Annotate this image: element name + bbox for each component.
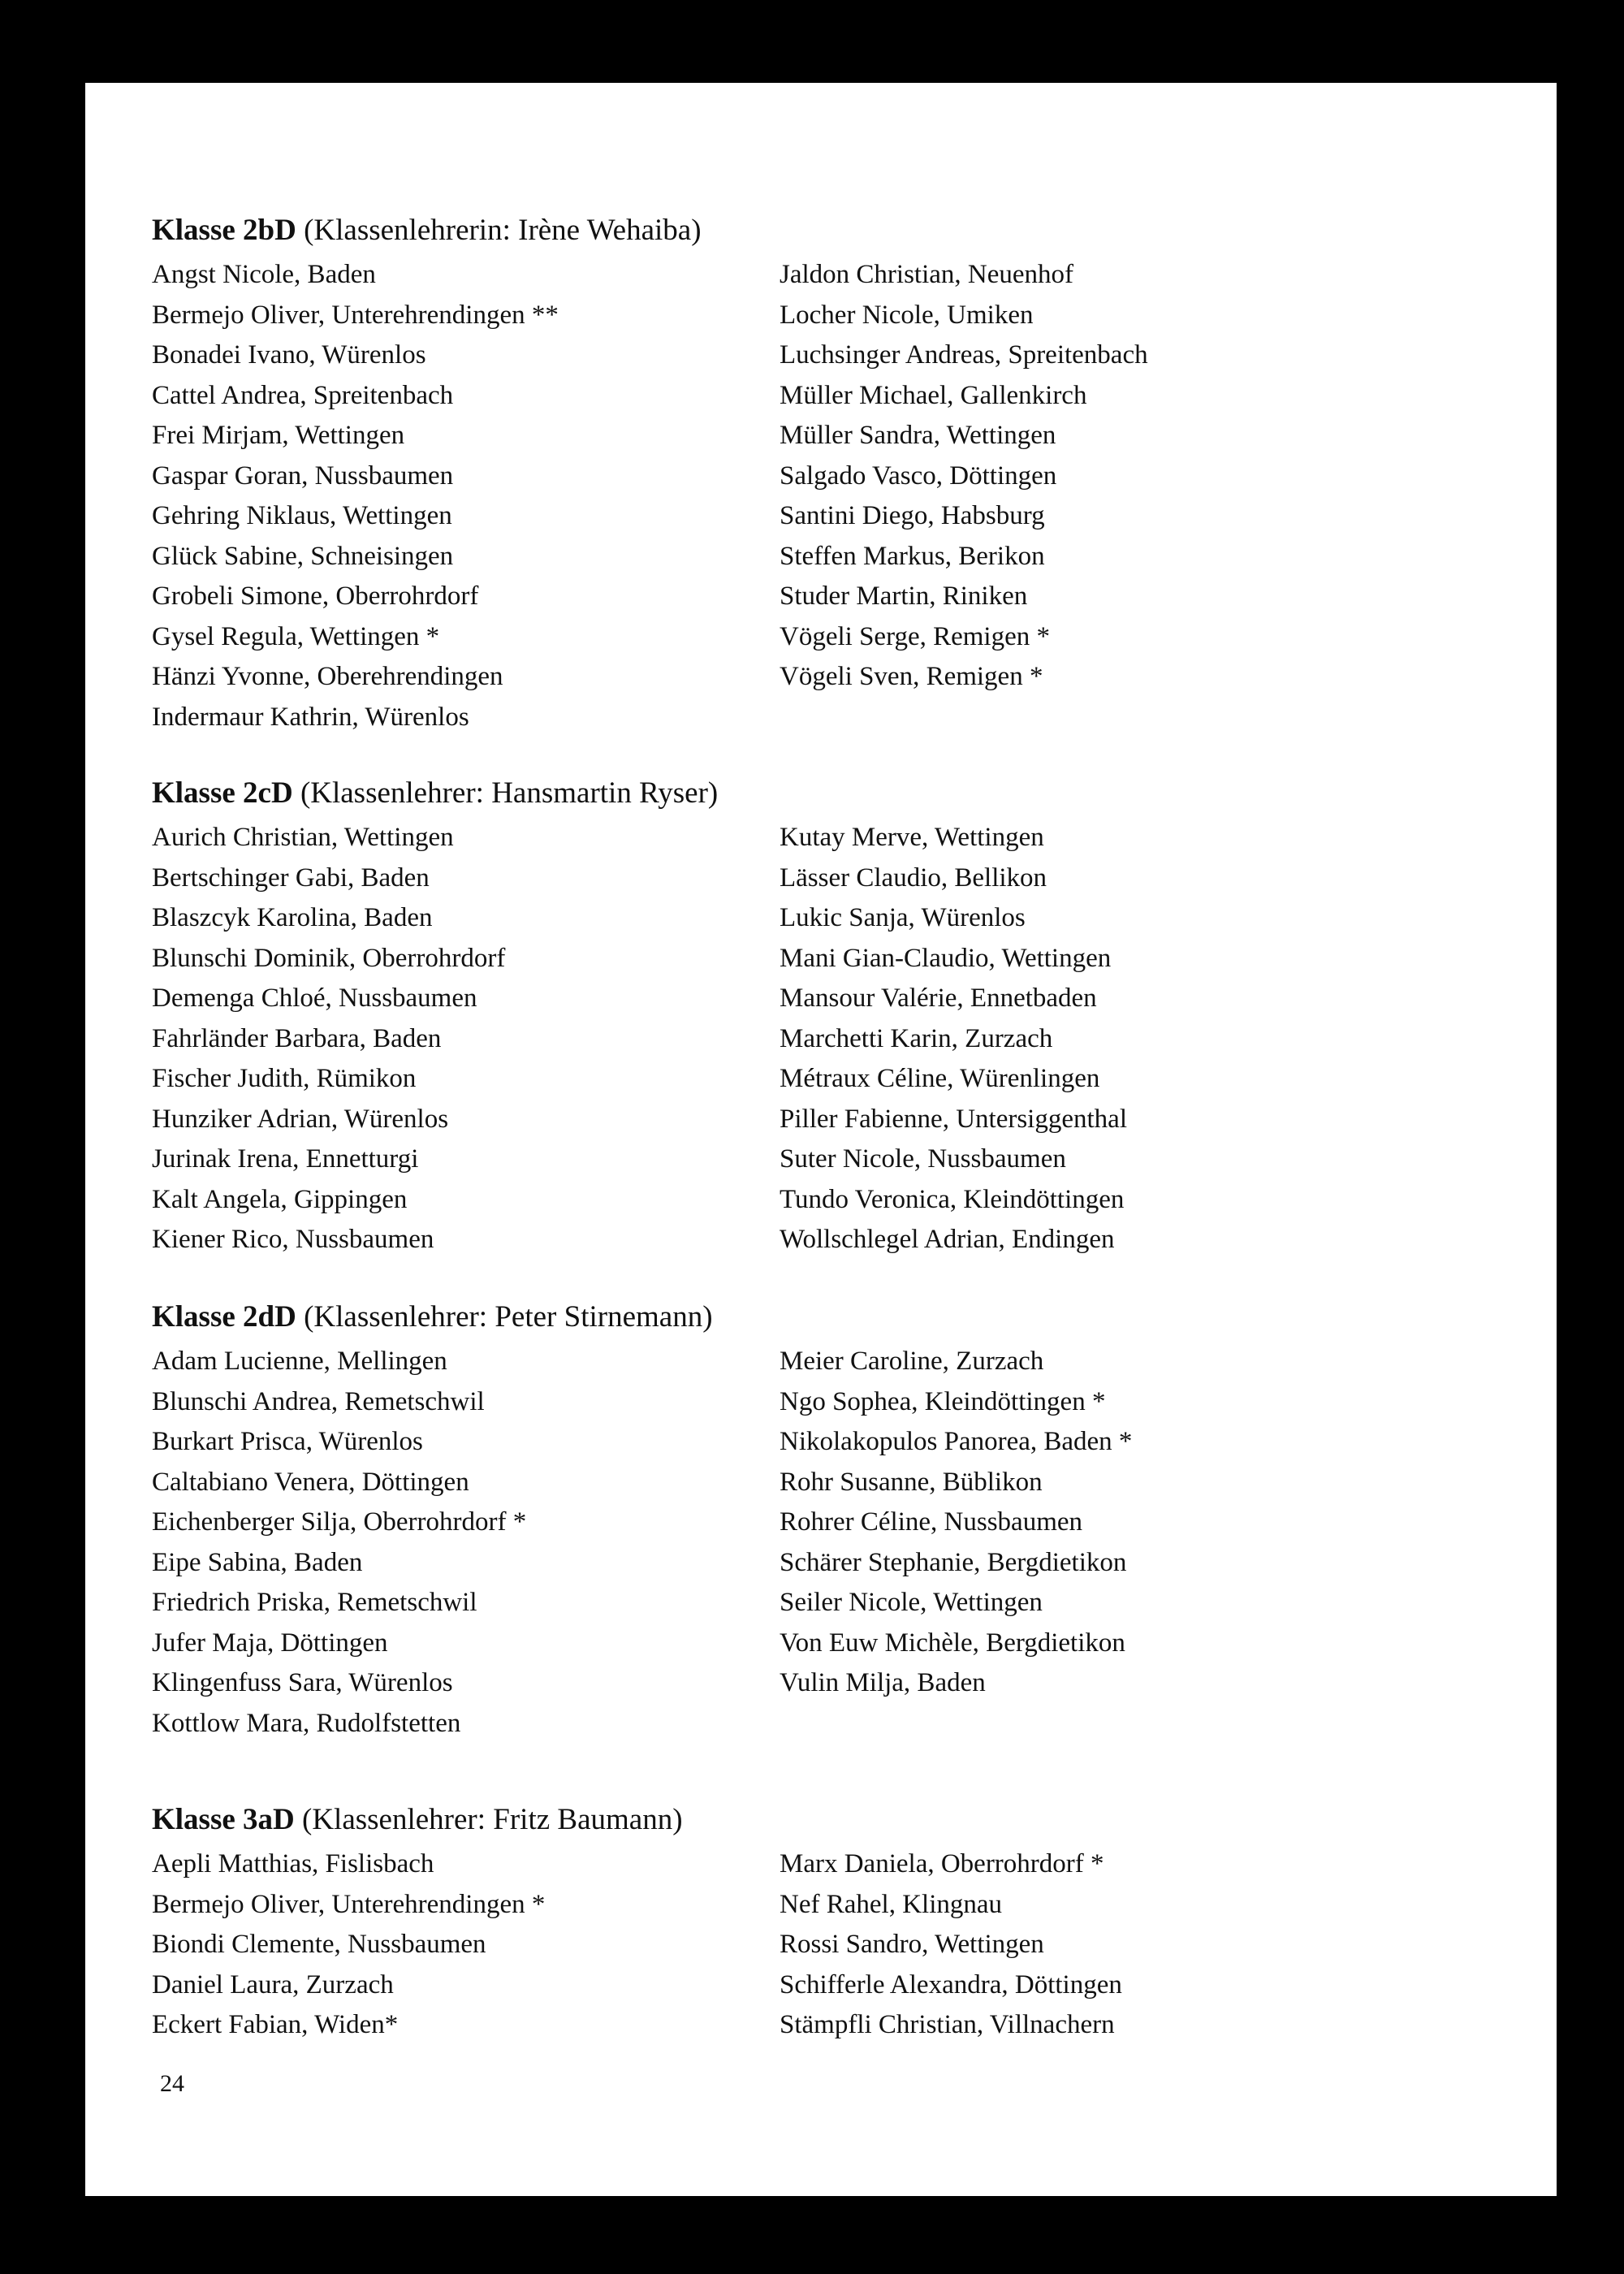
document-page	[85, 83, 1557, 2196]
student-entry: Meier Caroline, Zurzach	[780, 1347, 1044, 1376]
student-entry: Blunschi Dominik, Oberrohrdorf	[152, 943, 506, 973]
class-section	[152, 776, 1370, 1254]
student-entry: Rohr Susanne, Büblikon	[780, 1467, 1043, 1497]
student-entry: Frei Mirjam, Wettingen	[152, 421, 405, 450]
student-entry: Kutay Merve, Wettingen	[780, 823, 1044, 852]
section-heading	[152, 1802, 1370, 1838]
student-column-right	[780, 1342, 1132, 1704]
student-entry: Seiler Nicole, Wettingen	[780, 1588, 1043, 1617]
class-teacher: (Klassenlehrerin: Irène Wehaiba)	[304, 214, 702, 247]
student-entry: Biondi Clemente, Nussbaumen	[152, 1930, 486, 1959]
student-entry: Friedrich Priska, Remetschwil	[152, 1588, 477, 1617]
student-entry: Daniel Laura, Zurzach	[152, 1969, 394, 1999]
student-entry: Mansour Valérie, Ennetbaden	[780, 984, 1097, 1013]
class-section	[152, 1802, 1370, 2039]
student-entry: Bertschinger Gabi, Baden	[152, 862, 430, 893]
class-name: Klasse 2bD	[152, 214, 296, 247]
student-entry: Salgado Vasco, Döttingen	[780, 460, 1057, 491]
student-entry: Aurich Christian, Wettingen	[152, 823, 454, 852]
student-entry: Gaspar Goran, Nussbaumen	[152, 460, 454, 491]
class-teacher: (Klassenlehrer: Fritz Baumann)	[302, 1803, 683, 1836]
student-entry: Lukic Sanja, Würenlos	[780, 903, 1026, 932]
student-entry: Vulin Milja, Baden	[780, 1668, 986, 1697]
student-entry: Müller Michael, Gallenkirch	[780, 380, 1087, 410]
student-entry: Santini Diego, Habsburg	[780, 501, 1045, 530]
student-entry: Lässer Claudio, Bellikon	[780, 862, 1047, 893]
student-entry: Jurinak Irena, Ennetturgi	[152, 1144, 419, 1174]
student-column-right	[780, 818, 1127, 1260]
student-entry: Vögeli Serge, Remigen *	[780, 621, 1050, 651]
student-entry: Adam Lucienne, Mellingen	[152, 1347, 447, 1376]
student-entry: Gehring Niklaus, Wettingen	[152, 501, 452, 530]
student-entry: Blaszcyk Karolina, Baden	[152, 903, 433, 932]
student-entry: Gysel Regula, Wettingen *	[152, 621, 440, 651]
student-entry: Kottlow Mara, Rudolfstetten	[152, 1708, 461, 1738]
student-column-right	[780, 1844, 1122, 2046]
student-entry: Jufer Maja, Döttingen	[152, 1628, 388, 1658]
student-entry: Tundo Veronica, Kleindöttingen	[780, 1184, 1125, 1214]
student-column-left	[152, 1342, 526, 1744]
section-heading	[152, 776, 1370, 811]
student-entry: Wollschlegel Adrian, Endingen	[780, 1225, 1115, 1254]
student-entry: Hunziker Adrian, Würenlos	[152, 1104, 449, 1134]
class-name: Klasse 2cD	[152, 776, 293, 810]
student-entry: Rohrer Céline, Nussbaumen	[780, 1507, 1083, 1537]
student-entry: Nikolakopulos Panorea, Baden *	[780, 1427, 1133, 1456]
student-entry: Kalt Angela, Gippingen	[152, 1184, 408, 1214]
student-column-left	[152, 255, 559, 737]
student-column-right	[780, 255, 1148, 698]
student-entry: Mani Gian-Claudio, Wettingen	[780, 943, 1112, 973]
student-entry: Grobeli Simone, Oberrohrdorf	[152, 581, 479, 611]
class-name: Klasse 2dD	[152, 1300, 296, 1334]
class-section	[152, 213, 1370, 732]
student-entry: Marx Daniela, Oberrohrdorf *	[780, 1849, 1104, 1878]
student-entry: Bermejo Oliver, Unterehrendingen *	[152, 1889, 546, 1919]
student-column-left	[152, 818, 505, 1260]
student-entry: Hänzi Yvonne, Oberehrendingen	[152, 662, 503, 691]
student-entry: Fahrländer Barbara, Baden	[152, 1023, 442, 1053]
student-entry: Bermejo Oliver, Unterehrendingen **	[152, 300, 559, 330]
page-number: 24	[160, 2070, 184, 2097]
class-section	[152, 1299, 1370, 1738]
student-entry: Fischer Judith, Rümikon	[152, 1064, 417, 1093]
student-entry: Steffen Markus, Berikon	[780, 541, 1045, 571]
student-entry: Ngo Sophea, Kleindöttingen *	[780, 1386, 1106, 1416]
student-entry: Schifferle Alexandra, Döttingen	[780, 1969, 1122, 1999]
student-entry: Indermaur Kathrin, Würenlos	[152, 702, 469, 732]
class-teacher: (Klassenlehrer: Peter Stirnemann)	[304, 1300, 713, 1334]
student-entry: Demenga Chloé, Nussbaumen	[152, 984, 477, 1013]
student-entry: Caltabiano Venera, Döttingen	[152, 1467, 469, 1497]
class-teacher: (Klassenlehrer: Hansmartin Ryser)	[300, 776, 719, 810]
student-entry: Stämpfli Christian, Villnachern	[780, 2010, 1115, 2039]
student-entry: Eipe Sabina, Baden	[152, 1547, 363, 1577]
student-entry: Müller Sandra, Wettingen	[780, 421, 1056, 450]
student-entry: Burkart Prisca, Würenlos	[152, 1427, 423, 1456]
student-entry: Cattel Andrea, Spreitenbach	[152, 380, 454, 410]
student-entry: Eichenberger Silja, Oberrohrdorf *	[152, 1507, 527, 1537]
student-entry: Piller Fabienne, Untersiggenthal	[780, 1104, 1127, 1134]
student-entry: Schärer Stephanie, Bergdietikon	[780, 1547, 1127, 1577]
student-entry: Rossi Sandro, Wettingen	[780, 1930, 1044, 1959]
student-entry: Von Euw Michèle, Bergdietikon	[780, 1628, 1125, 1658]
student-entry: Studer Martin, Riniken	[780, 581, 1028, 611]
student-entry: Klingenfuss Sara, Würenlos	[152, 1668, 453, 1697]
student-entry: Aepli Matthias, Fislisbach	[152, 1849, 434, 1878]
student-entry: Luchsinger Andreas, Spreitenbach	[780, 340, 1148, 370]
student-entry: Eckert Fabian, Widen*	[152, 2010, 399, 2039]
student-entry: Jaldon Christian, Neuenhof	[780, 260, 1074, 289]
student-entry: Marchetti Karin, Zurzach	[780, 1023, 1053, 1053]
student-entry: Métraux Céline, Würenlingen	[780, 1064, 1100, 1093]
section-heading	[152, 213, 1370, 249]
student-entry: Nef Rahel, Klingnau	[780, 1889, 1003, 1919]
student-entry: Angst Nicole, Baden	[152, 260, 376, 289]
student-column-left	[152, 1844, 545, 2046]
student-entry: Suter Nicole, Nussbaumen	[780, 1144, 1066, 1174]
student-entry: Locher Nicole, Umiken	[780, 300, 1034, 330]
student-entry: Vögeli Sven, Remigen *	[780, 662, 1043, 691]
student-entry: Kiener Rico, Nussbaumen	[152, 1225, 434, 1254]
student-entry: Glück Sabine, Schneisingen	[152, 541, 454, 571]
section-heading	[152, 1299, 1370, 1335]
student-entry: Blunschi Andrea, Remetschwil	[152, 1386, 485, 1416]
student-entry: Bonadei Ivano, Würenlos	[152, 340, 426, 370]
class-name: Klasse 3aD	[152, 1803, 295, 1836]
